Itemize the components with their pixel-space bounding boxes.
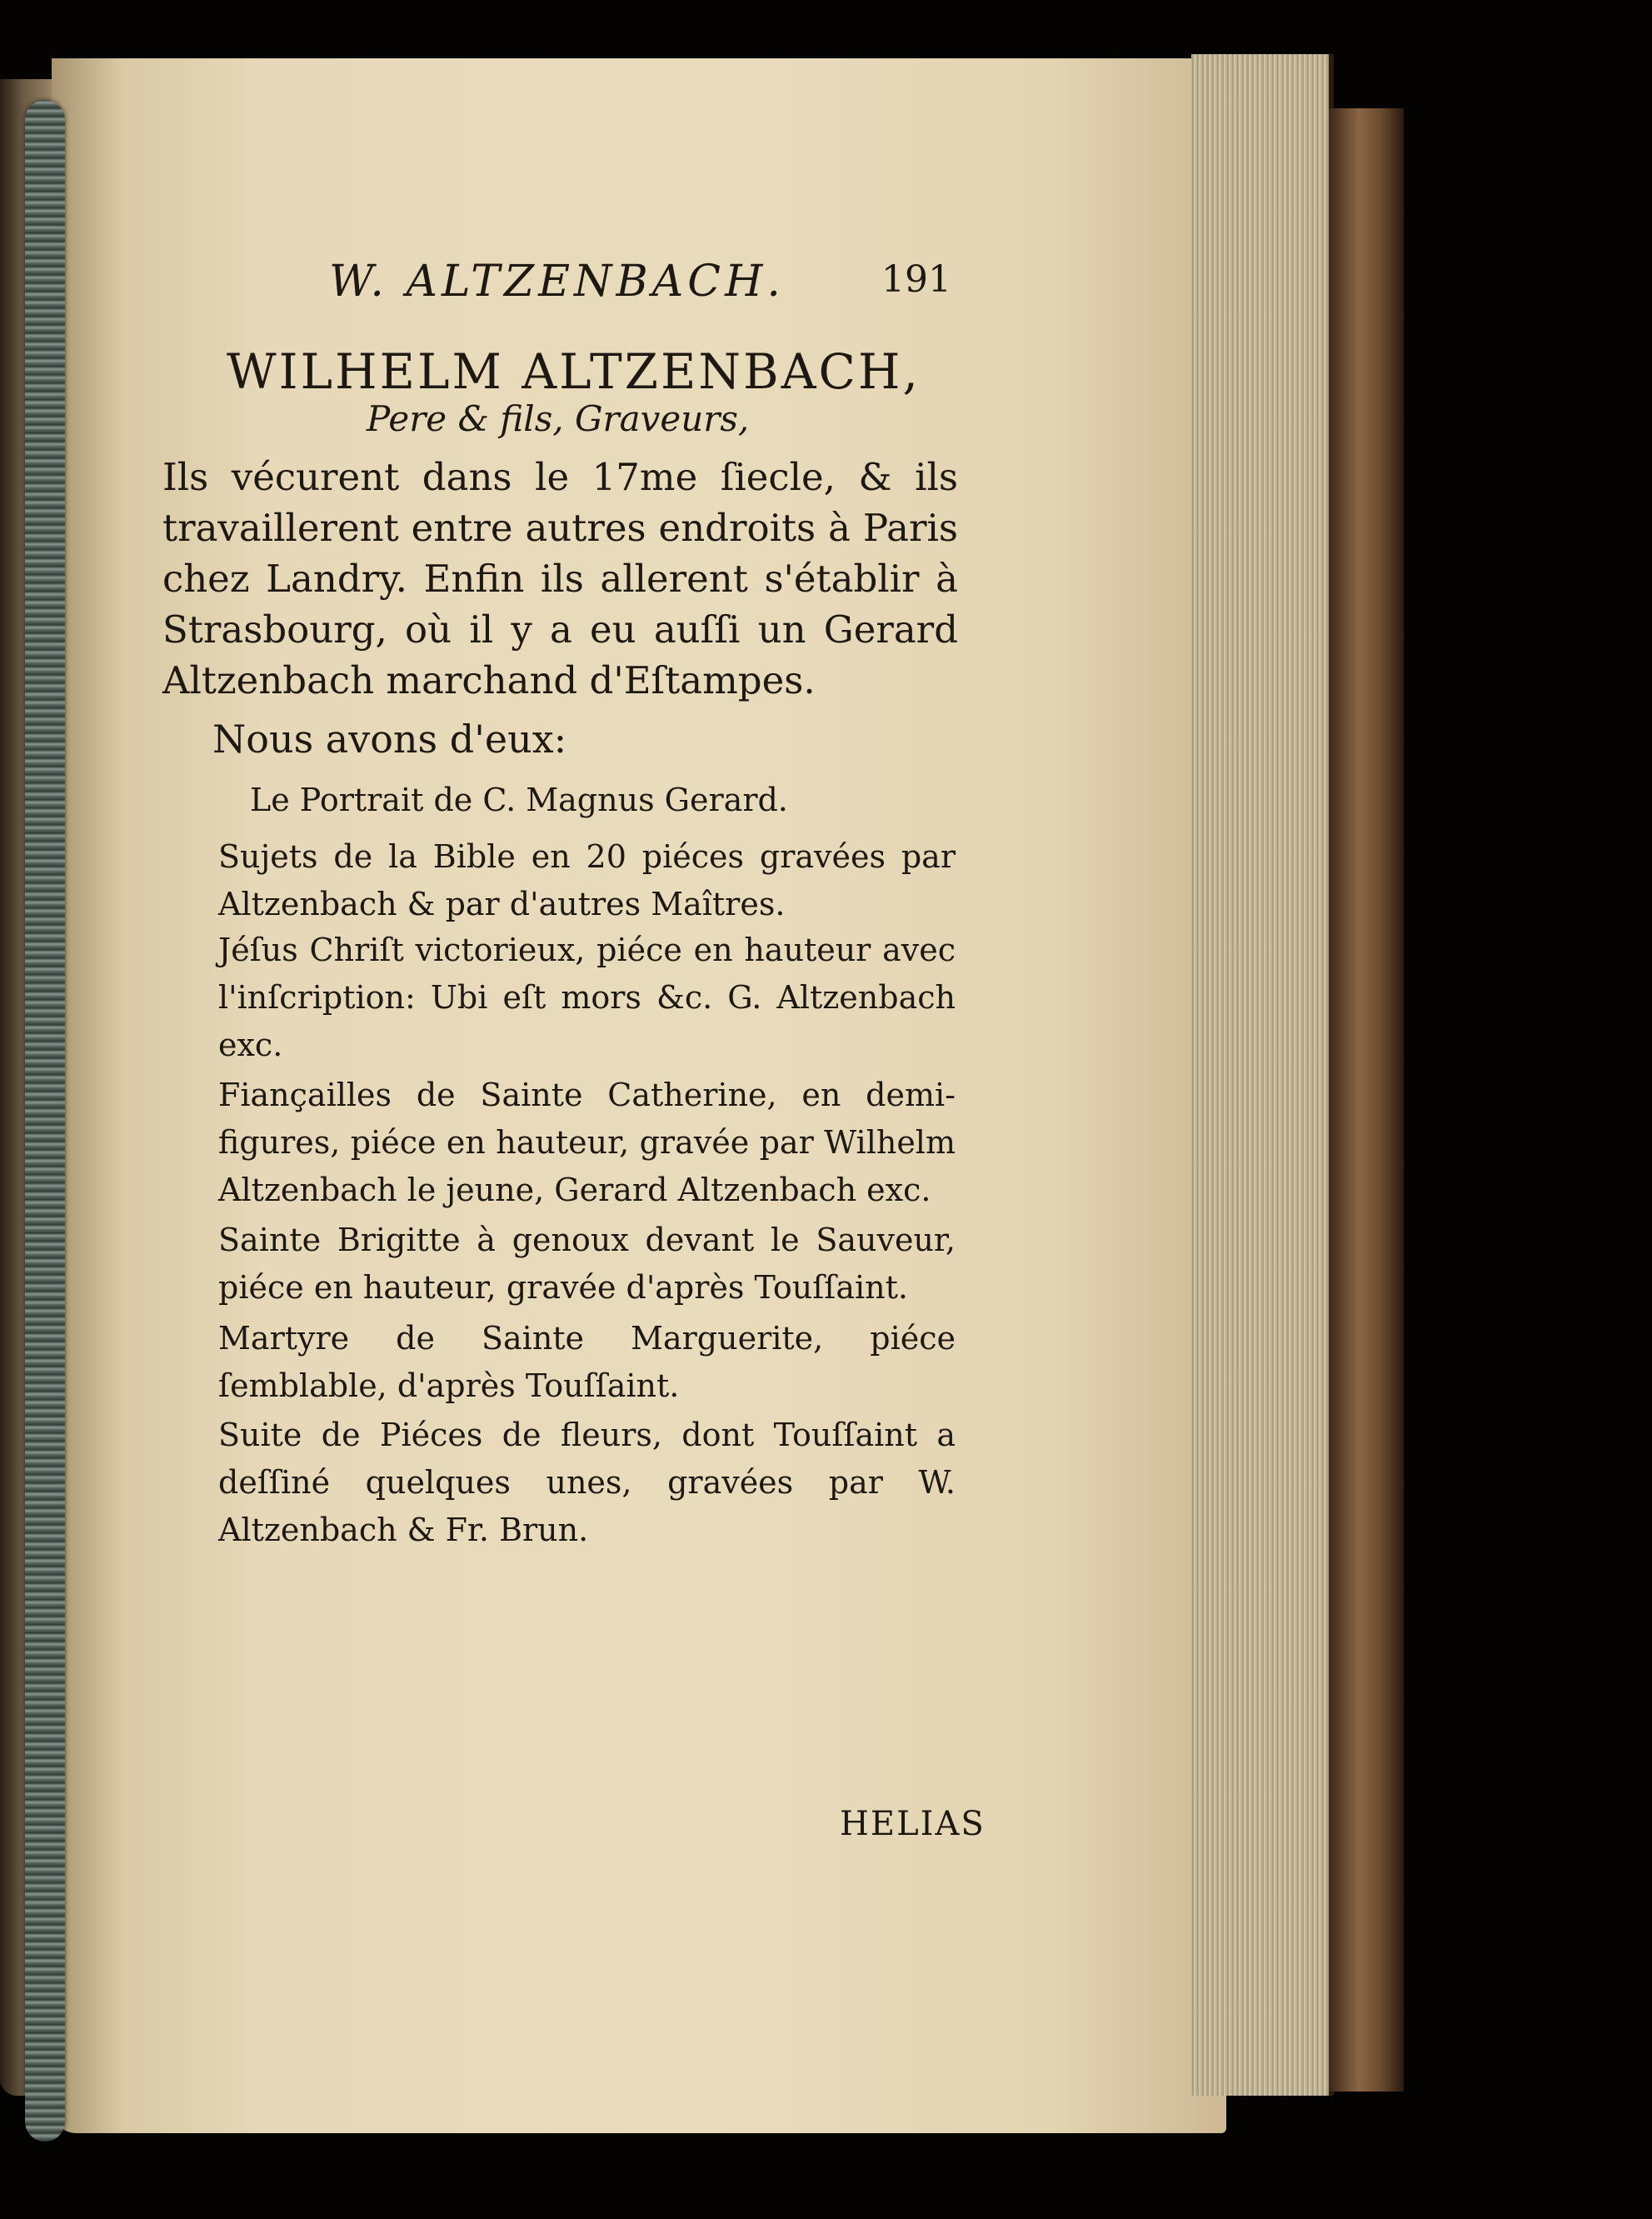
running-head: W. ALTZENBACH. (329, 257, 785, 307)
entry-subtitle: Pere & fils, Graveurs, (367, 398, 750, 439)
catchword: HELIAS (840, 1805, 986, 1843)
works-heading: Nous avons d'eux: (212, 717, 567, 762)
page-number: 191 (881, 258, 951, 301)
work-entry: Martyre de Sainte Marguerite, piéce ſemblable, d'après Touſſaint. (218, 1320, 956, 1404)
work-entry: Sujets de la Bible en 20 piéces gravées par Altzenbach & par d'autres Maîtres. (218, 838, 956, 922)
entry-title: WILHELM ALTZENBACH, (227, 343, 921, 400)
work-entry: Sainte Brigitte à genoux devant le Sauveur, piéce en hauteur, gravée d'après Touſſaint. (218, 1222, 956, 1306)
work-entry: Suite de Piéces de fleurs, dont Touſſaint a deſſiné quelques unes, gravées par W. Altzenbach & Fr. Brun. (218, 1417, 956, 1548)
work-entry: Le Portrait de C. Magnus Gerard. (250, 782, 788, 818)
intro-paragraph: Ils vécurent dans le 17me ſiecle, & ils travaillerent entre autres endroits à Paris chez Landry. Enfin ils allerent s'établir à Strasbourg, où il y a eu auſſi un Gerard Altzenbach marchand d'Eſtampes. (162, 455, 958, 702)
work-entry: Fiançailles de Sainte Catherine, en demi-figures, piéce en hauteur, gravée par Wilhelm Altzenbach le jeune, Gerard Altzenbach exc. (218, 1077, 956, 1208)
work-entry: Jéſus Chriſt victorieux, piéce en hauteur avec l'inſcription: Ubi eſt mors &c. G. Altzenbach exc. (218, 932, 956, 1063)
